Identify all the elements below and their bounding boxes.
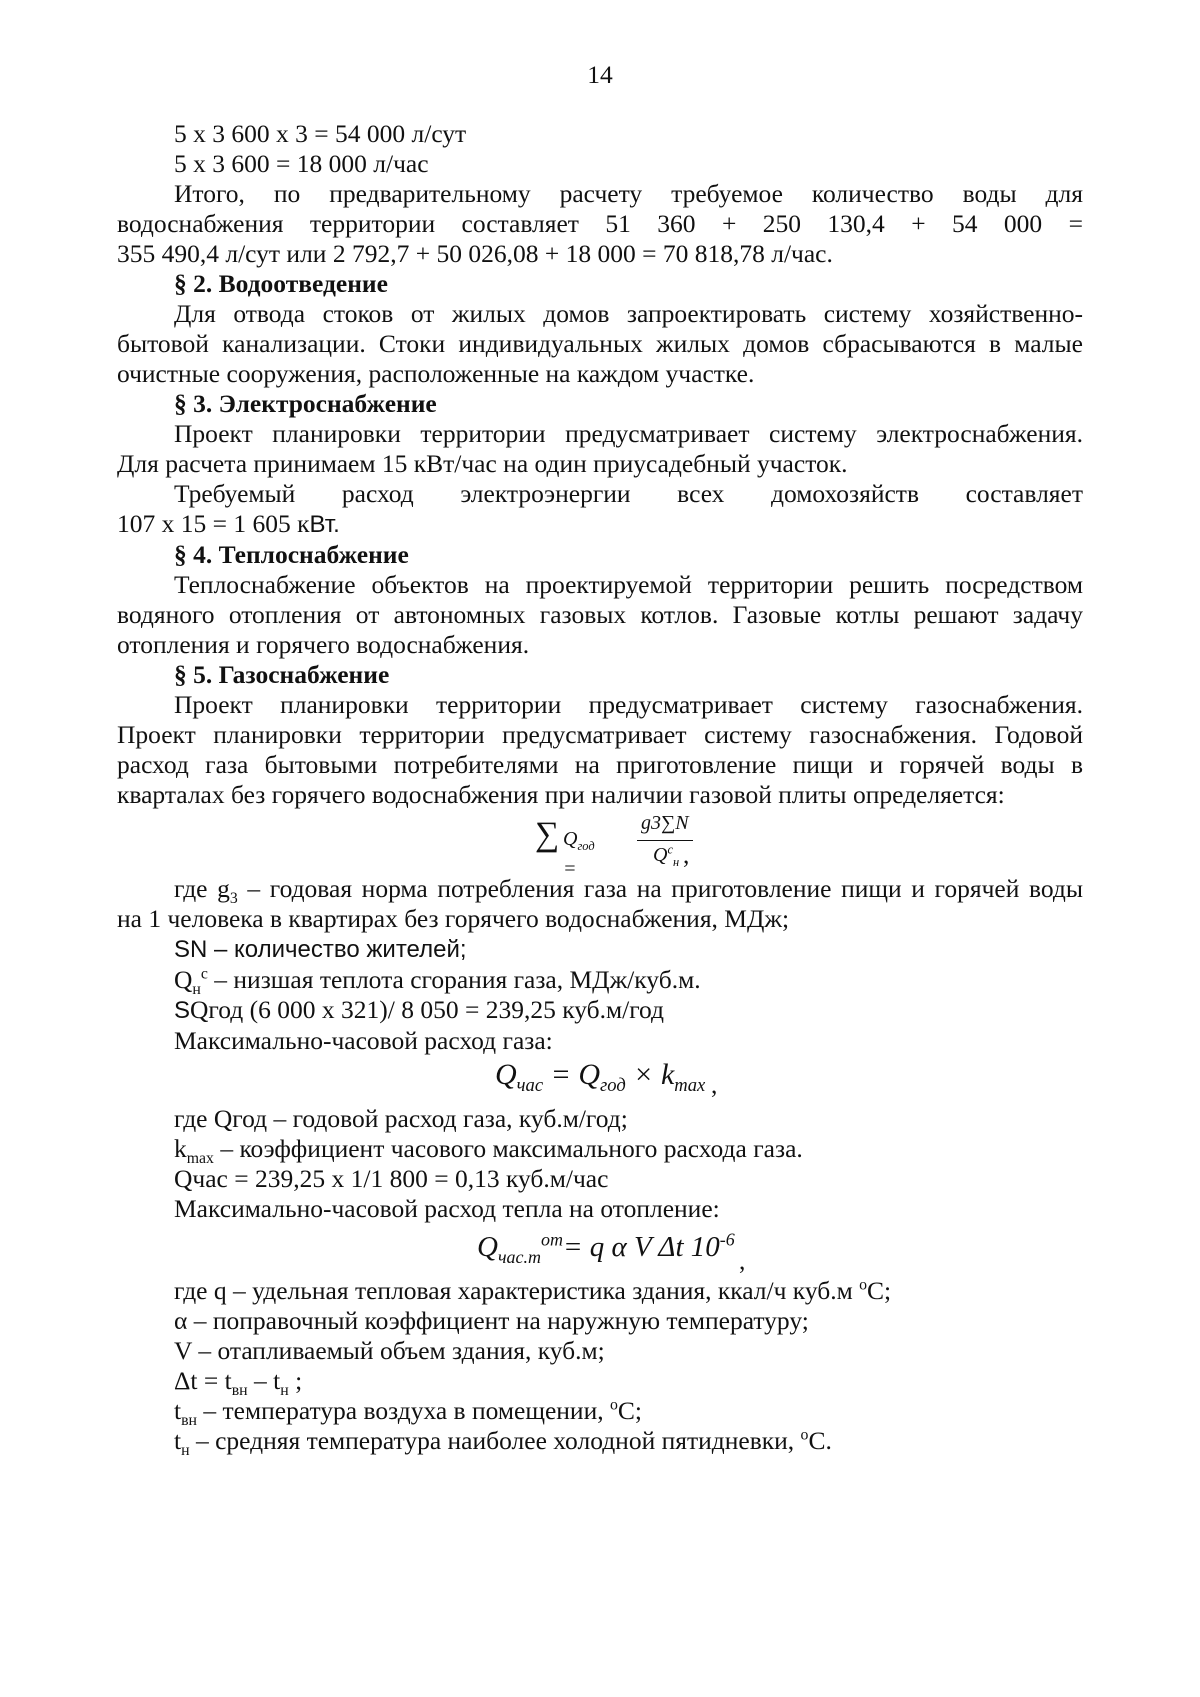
text-line: V – отапливаемый объем здания, куб.м; — [174, 1336, 605, 1365]
section-heading-heating: § 4. Теплоснабжение — [174, 540, 409, 569]
calc-line-2: 5 х 3 600 = 18 000 л/час — [174, 149, 429, 178]
text-line: Теплоснабжение объектов на проектируемой территории решить посредством — [174, 570, 1083, 599]
text-fragment: – t — [247, 1366, 281, 1395]
hourly-gas-definitions — [117, 1104, 1083, 1224]
text-fragment: где g — [174, 874, 230, 903]
formula-hourly-gas-expr — [495, 1058, 706, 1096]
drainage-paragraph — [117, 299, 1083, 389]
text-line: Qчас = 239,25 х 1/1 800 = 0,13 куб.м/час — [174, 1164, 609, 1193]
formula-equals: = — [563, 858, 577, 880]
text-line: Итого, по предварительному расчету требуемое количество воды для — [174, 179, 1083, 208]
section-heading-gas: § 5. Газоснабжение — [174, 660, 390, 689]
text-line: 355 490,4 л/сут или 2 792,7 + 50 026,08 + 18 000 = 70 818,78 л/час. — [117, 239, 833, 268]
formula-annual-gas — [117, 810, 1083, 880]
text-line: Максимально-часовой расход газа: — [174, 1026, 553, 1055]
formula-rhs: = q α V Δt 10 — [562, 1231, 720, 1263]
formula-lhs-symbol: Q — [477, 1231, 498, 1263]
text-line: расход газа бытовыми потребителями на приготовление пищи и горячей воды в — [117, 750, 1083, 779]
water-total-paragraph — [117, 179, 1083, 269]
subscript: max — [186, 1150, 214, 1168]
text-line: водяного отопления от автономных газовых котлов. Газовые котлы решают задачу — [117, 600, 1083, 629]
subscript: н — [280, 1382, 289, 1400]
text-line — [117, 874, 1084, 908]
formula-lhs-symbol: Q — [563, 828, 578, 850]
formula-hourly-gas — [117, 1056, 1083, 1104]
text-line: Проект планировки территории предусматривает систему газоснабжения. — [174, 690, 1083, 719]
subscript: 3 — [229, 890, 238, 908]
formula-comma: , — [683, 840, 690, 869]
text-fragment: t — [174, 1396, 182, 1425]
section-heading-drainage: § 2. Водоотведение — [174, 269, 388, 298]
text-fragment: С; — [867, 1276, 892, 1305]
text-line: очистные сооружения, расположенные на каждом участке. — [117, 359, 755, 388]
text-fragment: Qгод (6 000 х 321)/ 8 050 = 239,25 куб.м/год — [190, 995, 665, 1024]
formula-den-sup: с — [667, 842, 673, 857]
formula-lhs-sub: час.т — [497, 1246, 541, 1267]
text-line: Проект планировки территории предусматривает систему электроснабжения. — [174, 419, 1083, 448]
text-line: Проект планировки территории предусматривает систему газоснабжения. Годовой — [117, 720, 1083, 749]
text-fragment: С; — [617, 1396, 642, 1425]
superscript: с — [200, 965, 208, 983]
formula-comma: , — [711, 1070, 718, 1099]
formula-denominator — [653, 840, 679, 870]
formula-lhs-sub: час — [516, 1075, 544, 1096]
text-fragment: S — [174, 936, 191, 963]
text-line: Для расчета принимаем 15 кВт/час на один приусадебный участок. — [117, 449, 848, 478]
text-line: α – поправочный коэффициент на наружную температуру; — [174, 1306, 809, 1335]
text-line: Требуемый расход электроэнергии всех домохозяйств составляет — [174, 479, 1083, 508]
formula-den-sub: н — [672, 855, 680, 869]
text-line: кварталах без горячего водоснабжения при наличии газовой плиты определяется: — [117, 780, 1005, 809]
text-fragment: – годовая норма потребления газа на приготовление пищи и горячей воды — [237, 874, 1084, 903]
subscript: н — [181, 1442, 190, 1460]
text-fragment: – низшая теплота сгорания газа, МДж/куб.м. — [207, 965, 701, 994]
formula-comma: , — [739, 1246, 746, 1275]
text-line — [117, 509, 1083, 540]
text-fragment: – температура воздуха в помещении, — [197, 1396, 610, 1425]
text-line: бытовой канализации. Стоки индивидуальных жилых домов сбрасываются в малые — [117, 329, 1083, 358]
text-fragment: t — [174, 1426, 182, 1455]
page-number: 14 — [587, 60, 613, 89]
electricity-paragraph-2 — [117, 479, 1083, 540]
text-line — [117, 1134, 1083, 1168]
subscript: н — [192, 981, 201, 999]
gas-definitions — [117, 874, 1083, 1056]
calc-line-1: 5 х 3 600 х 3 = 54 000 л/сут — [174, 119, 467, 148]
formula-heating-expr — [477, 1229, 735, 1267]
subscript: вн — [231, 1382, 248, 1400]
text-fragment: N – количество жителей; — [190, 936, 467, 963]
formula-rhs-symbol: = Q — [543, 1058, 601, 1091]
gas-paragraph — [117, 690, 1083, 810]
subscript: вн — [181, 1412, 198, 1430]
text-line — [117, 934, 1083, 965]
text-line — [117, 1276, 1083, 1306]
text-line: водоснабжения территории составляет 51 360 + 250 130,4 + 54 000 = — [117, 209, 1083, 238]
text-line: отопления и горячего водоснабжения. — [117, 630, 530, 659]
text-fragment: где q – удельная тепловая характеристика здания, ккал/ч куб.м — [174, 1276, 860, 1305]
text-fragment: Q — [174, 965, 193, 994]
formula-numerator: g3∑N — [637, 808, 693, 841]
text-line: Максимально-часовой расход тепла на отопление: — [174, 1194, 720, 1223]
text-line — [117, 995, 1083, 1026]
text-fragment: k — [174, 1134, 187, 1163]
formula-lhs-sub: год — [577, 839, 595, 853]
text-fragment: S — [174, 997, 191, 1024]
formula-lhs — [563, 824, 595, 884]
sigma-symbol: ∑ — [535, 816, 560, 853]
text-line: где Qгод – годовой расход газа, куб.м/год; — [174, 1104, 628, 1133]
text-line — [117, 965, 1083, 999]
formula-rhs-sub: год — [600, 1075, 626, 1096]
text-fragment: Вт. — [309, 511, 340, 538]
text-line: Для отвода стоков от жилых домов запроектировать систему хозяйственно- — [174, 299, 1083, 328]
formula-lhs-symbol: Q — [495, 1058, 517, 1091]
formula-rhs-sup: -6 — [719, 1229, 735, 1250]
text-fragment: Δt = t — [174, 1366, 232, 1395]
heating-paragraph — [117, 570, 1083, 660]
superscript: о — [800, 1426, 809, 1444]
superscript: о — [609, 1396, 618, 1414]
formula-times: × k — [625, 1058, 675, 1091]
formula-lhs-sup: от — [540, 1229, 563, 1250]
electricity-paragraph-1 — [117, 419, 1083, 479]
superscript: о — [859, 1276, 868, 1294]
text-line — [117, 1396, 1083, 1430]
text-fragment: ; — [288, 1366, 303, 1395]
text-fragment: С. — [808, 1426, 832, 1455]
section-heading-electricity: § 3. Электроснабжение — [174, 389, 437, 418]
text-fragment: – коэффициент часового максимального расхода газа. — [213, 1134, 803, 1163]
text-fragment: 107 х 15 = 1 605 к — [117, 509, 310, 538]
text-line — [117, 1426, 1083, 1460]
text-fragment: – средняя температура наиболее холодной пятидневки, — [189, 1426, 801, 1455]
formula-heating — [117, 1224, 1083, 1276]
text-line — [117, 1366, 1083, 1400]
page-content — [117, 119, 1084, 1460]
formula-den-symbol: Q — [653, 844, 668, 866]
heating-definitions — [117, 1276, 1083, 1460]
formula-k-sub: max — [674, 1075, 706, 1096]
text-line: на 1 человека в квартирах без горячего водоснабжения, МДж; — [117, 904, 790, 933]
